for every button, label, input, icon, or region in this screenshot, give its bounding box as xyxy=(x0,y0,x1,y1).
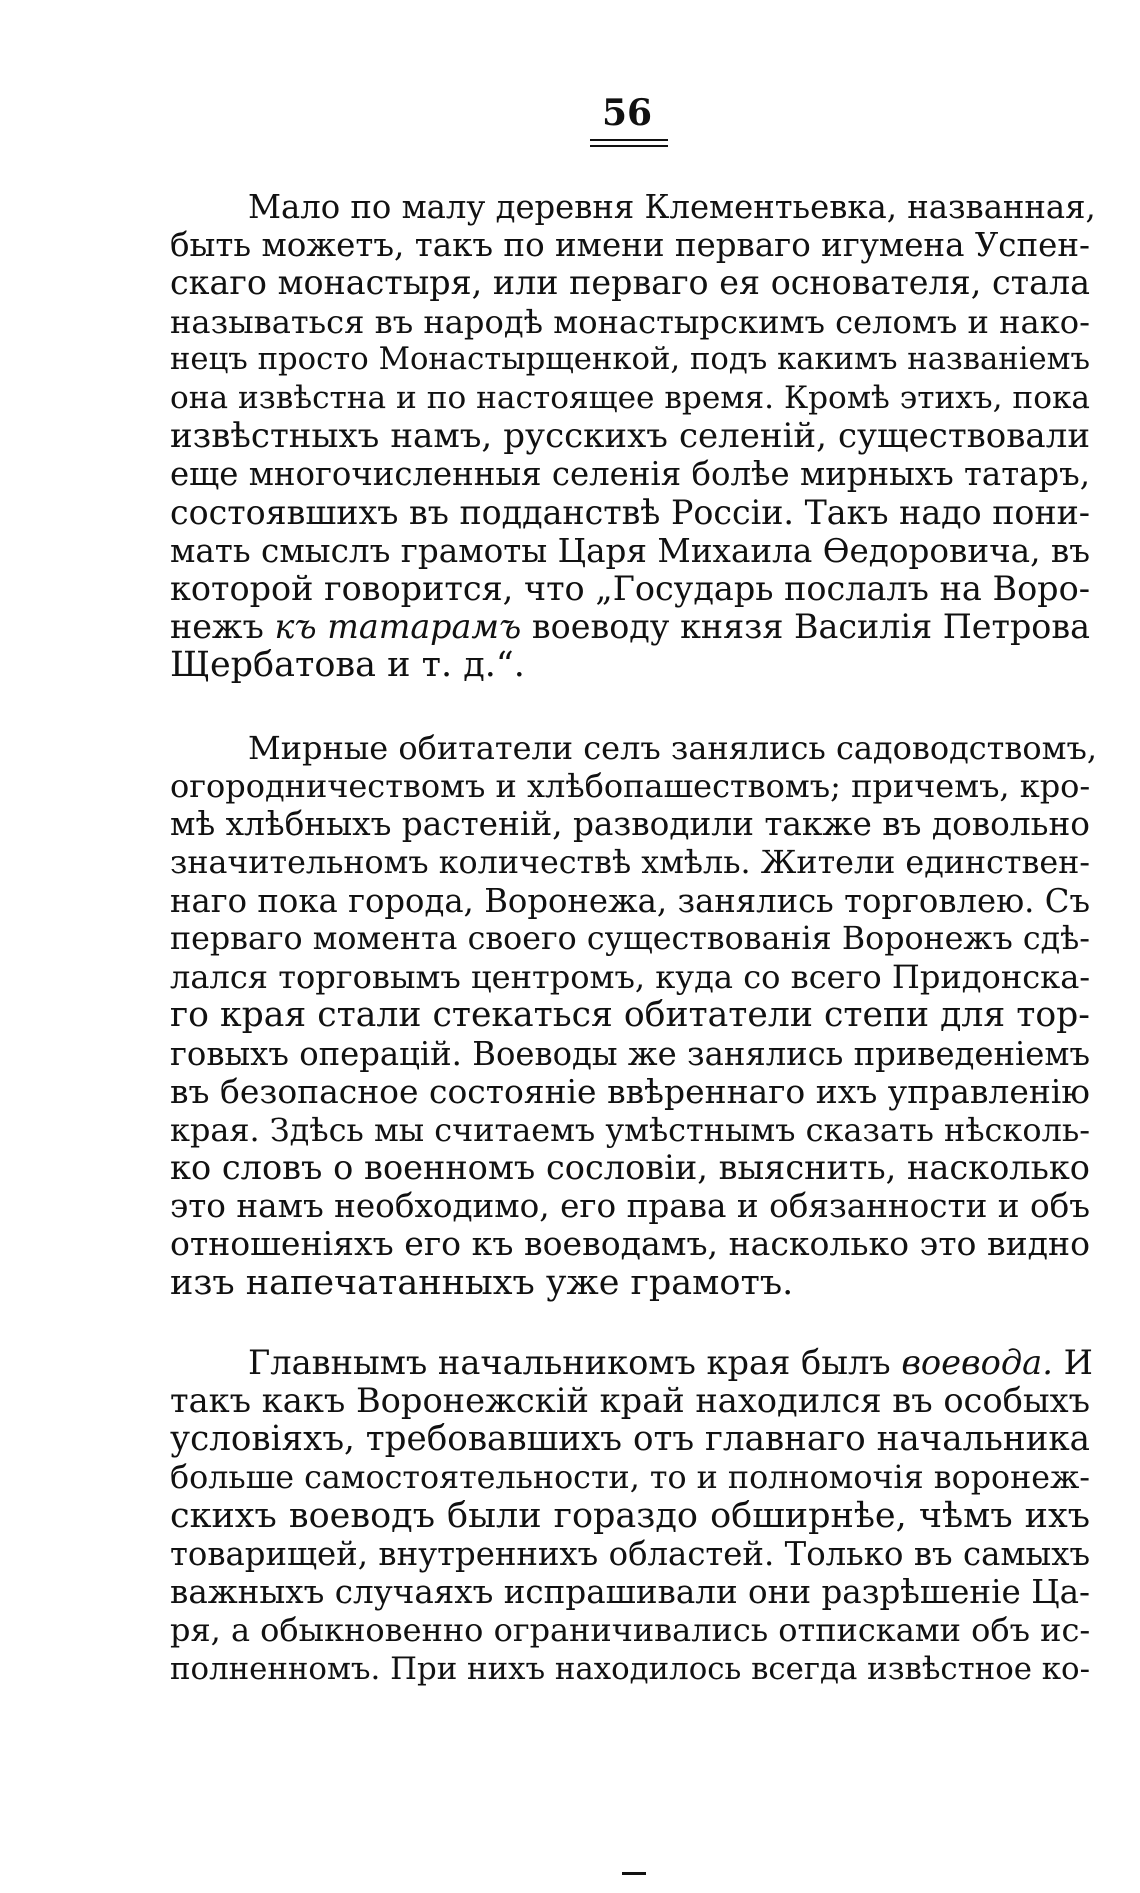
text-line: ко словъ о военномъ сословіи, выяснить, насколько xyxy=(170,1148,1090,1188)
text-line: огородничествомъ и хлѣбопашествомъ; причемъ, кро- xyxy=(170,767,1091,806)
text-line: края. Здѣсь мы считаемъ умѣстнымъ сказать нѣсколь- xyxy=(170,1110,1090,1149)
text-segment: И xyxy=(1052,1343,1093,1382)
text-line: важныхъ случаяхъ испрашивали они разрѣшеніе Ца- xyxy=(170,1573,1090,1612)
text-line: лался торговымъ центромъ, куда со всего Придонска- xyxy=(170,958,1091,997)
text-line: товарищей, внутреннихъ областей. Только въ самыхъ xyxy=(170,1534,1090,1573)
paragraph-1 xyxy=(170,188,1096,686)
text-line: полненномъ. При нихъ находилось всегда извѣстное ко- xyxy=(170,1650,1090,1687)
text-segment: нежъ xyxy=(170,607,275,647)
text-line: Мало по малу деревня Клементьевка, названная, xyxy=(248,188,1096,226)
text-line: Мирные обитатели селъ занялись садоводствомъ, xyxy=(248,729,1097,767)
text-line: которой говорится, что „Государь послалъ на Воро- xyxy=(170,568,1090,608)
text-line: отношеніяхъ его къ воеводамъ, насколько это видно xyxy=(170,1224,1090,1264)
text-line: ря, а обыкновенно ограничивались отписками объ ис- xyxy=(170,1611,1091,1650)
text-line: перваго момента своего существованія Воронежъ сдѣ- xyxy=(170,920,1090,957)
text-line: быть можетъ, такъ по имени перваго игумена Успен- xyxy=(170,226,1090,265)
text-segment: воеводу князя Василія Петрова xyxy=(521,607,1091,647)
text-line: называться въ народѣ монастырскимъ селомъ и нако- xyxy=(170,302,1090,341)
text-line: она извѣстна и по настоящее время. Кромѣ этихъ, пока xyxy=(170,379,1090,416)
paragraph-3 xyxy=(170,1343,1093,1688)
text-line: въ безопасное состояніе ввѣреннаго ихъ управленію xyxy=(170,1071,1090,1111)
text-line: наго пока города, Воронежа, занялись торговлею. Съ xyxy=(170,881,1090,920)
text-line-with-italic xyxy=(170,1343,1093,1382)
text-segment: Главнымъ начальникомъ края былъ xyxy=(248,1343,902,1382)
text-line: это намъ необходимо, его права и обязанности и объ xyxy=(170,1187,1090,1226)
text-line-last: изъ напечатанныхъ уже грамотъ. xyxy=(170,1262,794,1303)
text-line: мѣ хлѣбныхъ растеній, разводили также въ довольно xyxy=(170,805,1090,844)
page-number-rule-upper xyxy=(590,139,668,141)
text-line: значительномъ количествѣ хмѣль. Жители единствен- xyxy=(170,844,1090,881)
text-line: скихъ воеводъ были гораздо обширнѣе, чѣмъ ихъ xyxy=(170,1495,1090,1536)
text-line: состоявшихъ въ подданствѣ Россіи. Такъ надо пони- xyxy=(170,492,1090,532)
text-line: условіяхъ, требовавшихъ отъ главнаго начальника xyxy=(170,1419,1090,1460)
text-line: говыхъ операцій. Воеводы же занялись приведеніемъ xyxy=(170,1034,1090,1073)
text-line: го края стали стекаться обитатели степи для тор- xyxy=(170,995,1090,1036)
text-line: извѣстныхъ намъ, русскихъ селеній, существовали xyxy=(170,416,1090,457)
text-line: больше самостоятельности, то и полномочія воронеж- xyxy=(170,1459,1091,1496)
italic-phrase: воевода. xyxy=(901,1343,1053,1382)
text-line: еще многочисленныя селенія болѣе мирныхъ татаръ, xyxy=(170,455,1090,494)
paragraph-2 xyxy=(170,729,1097,1303)
text-line-last: Щербатова и т. д.“. xyxy=(170,645,525,686)
italic-phrase: къ татарамъ xyxy=(274,607,522,647)
text-line-with-italic xyxy=(170,608,1090,646)
text-line: такъ какъ Воронежскій край находился въ особыхъ xyxy=(170,1381,1090,1421)
page-number: 56 xyxy=(601,92,653,134)
footer-dash xyxy=(622,1872,646,1875)
text-line: нецъ просто Монастырщенкой, подъ какимъ названіемъ xyxy=(170,341,1090,377)
text-line: мать смыслъ грамоты Царя Михаила Ѳедоровича, въ xyxy=(170,531,1090,570)
page-number-rule-lower xyxy=(590,145,668,147)
text-line: скаго монастыря, или перваго ея основателя, стала xyxy=(170,263,1090,303)
